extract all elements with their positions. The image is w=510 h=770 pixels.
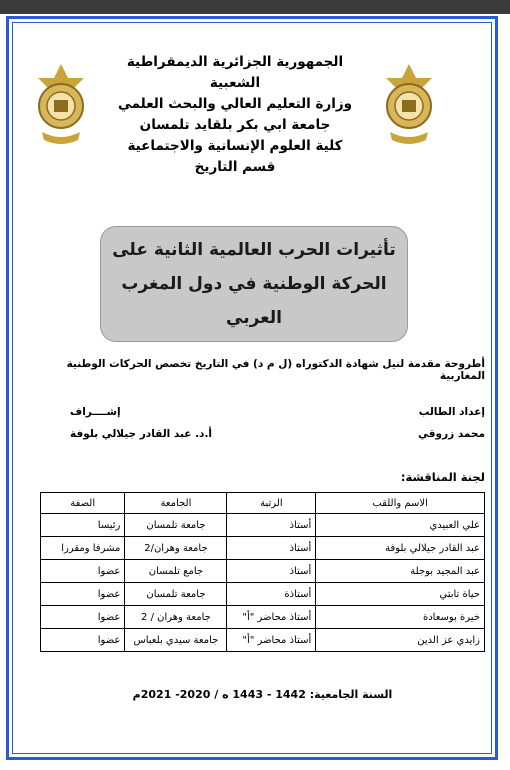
thesis-description: أطروحة مقدمة لنيل شهادة الدكتوراه (ل م د) في التاريخ تخصص الحركات الوطنية المغاربية — [66, 358, 485, 382]
member-university: جامعة وهران/2 — [125, 537, 227, 560]
column-header-rank: الرتبة — [227, 493, 316, 514]
header-line-faculty: كلية العلوم الإنسانية والاجتماعية — [127, 138, 343, 154]
table-header-row — [41, 493, 485, 514]
table-row — [41, 514, 485, 537]
member-name: علي العبيدي — [316, 514, 485, 537]
member-role: عضوا — [41, 606, 125, 629]
university-seal-icon — [380, 62, 438, 150]
top-bar — [0, 0, 510, 14]
header-line-department: قسم التاريخ — [194, 159, 276, 175]
member-rank: أستاذ — [227, 560, 316, 583]
thesis-title-line-2: الحركة الوطنية في دول المغرب العربي — [121, 274, 387, 328]
member-name: خيرة بوسعادة — [316, 606, 485, 629]
supervisor-name: أ.د. عبد القادر جيلالي بلوفة — [70, 428, 213, 440]
institution-header — [100, 52, 370, 178]
header-line-republic: الجمهورية الجزائرية الديمقراطية الشعبية — [126, 54, 344, 91]
column-header-university: الجامعة — [125, 493, 227, 514]
member-university: جامعة سيدي بلعباس — [125, 629, 227, 652]
prepared-by-label: إعداد الطالب — [418, 406, 485, 418]
member-university: جامعة تلمسان — [125, 514, 227, 537]
member-role: رئيسا — [41, 514, 125, 537]
committee-title: لجنة المناقشة: — [400, 470, 485, 484]
member-rank: أستاذ — [227, 537, 316, 560]
member-university: جامع تلمسان — [125, 560, 227, 583]
thesis-title-line-1: تأثيرات الحرب العالمية الثانية على — [112, 240, 396, 260]
member-rank: أستاذ محاضر "أ" — [227, 629, 316, 652]
member-name: حياة تابتي — [316, 583, 485, 606]
member-role: عضوا — [41, 583, 125, 606]
table-row — [41, 629, 485, 652]
member-role: مشرفا ومقررا — [41, 537, 125, 560]
member-role: عضوا — [41, 629, 125, 652]
committee-table — [40, 492, 485, 652]
table-row — [41, 583, 485, 606]
university-seal-icon — [32, 62, 90, 150]
header-line-university: جامعة ابي بكر بلقايد تلمسان — [139, 117, 331, 133]
member-rank: أستاذة — [227, 583, 316, 606]
table-row — [41, 606, 485, 629]
member-role: عضوا — [41, 560, 125, 583]
supervision-label: إشــــراف — [70, 406, 121, 418]
column-header-role: الصفة — [41, 493, 125, 514]
student-name: محمد زروقي — [418, 428, 485, 440]
member-rank: أستاذ — [227, 514, 316, 537]
member-university: جامعة تلمسان — [125, 583, 227, 606]
table-row — [41, 560, 485, 583]
thesis-title-box — [100, 226, 408, 342]
header-line-ministry: وزارة التعليم العالي والبحث العلمي — [117, 96, 353, 112]
member-university: جامعة وهران / 2 — [125, 606, 227, 629]
member-name: زايدي عز الدين — [316, 629, 485, 652]
member-name: عبد المجيد بوجلة — [316, 560, 485, 583]
table-row — [41, 537, 485, 560]
member-name: عبد القادر جيلالي بلوفة — [316, 537, 485, 560]
academic-year: السنة الجامعية: 1442 - 1443 ه / 2020- 2021م — [132, 688, 393, 701]
member-rank: أستاذ محاضر "أ" — [227, 606, 316, 629]
column-header-name: الاسم واللقب — [316, 493, 485, 514]
